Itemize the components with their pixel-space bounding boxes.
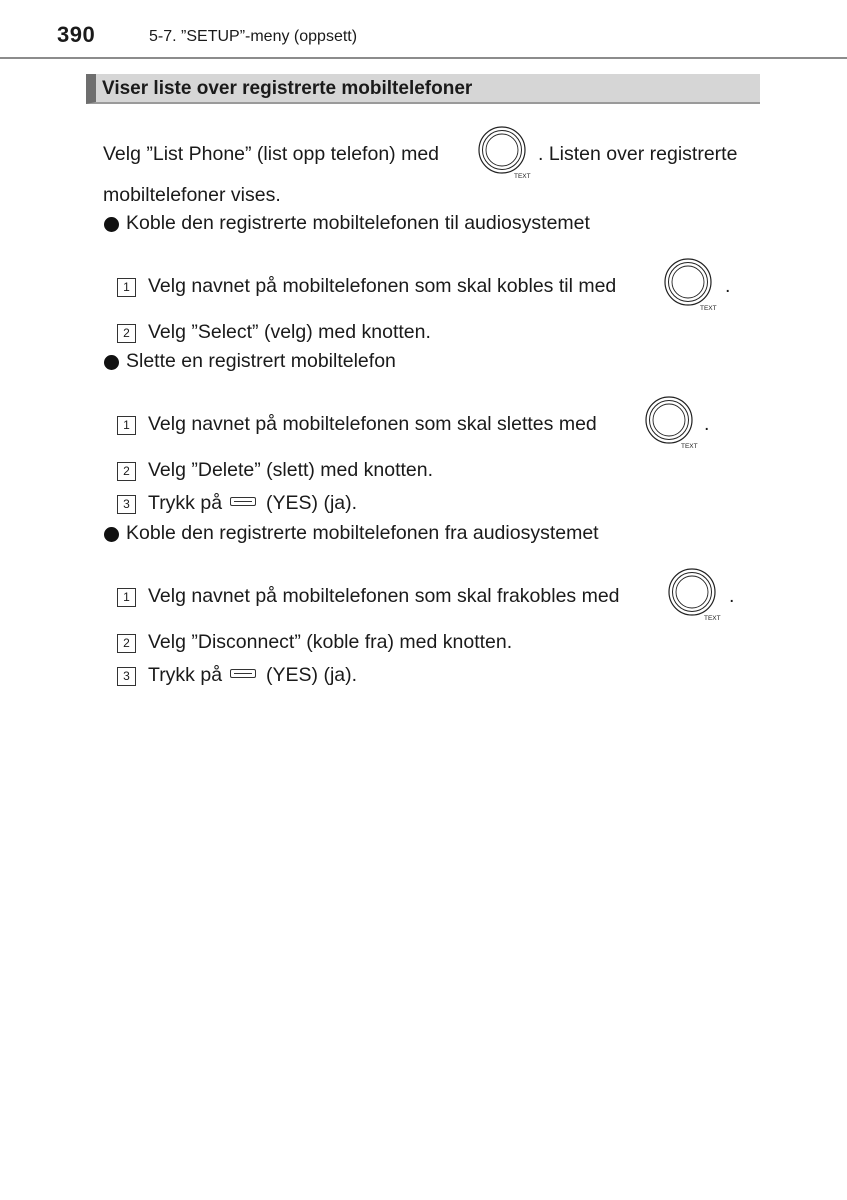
yes-button-icon: [230, 669, 256, 678]
yes-button-icon: [230, 497, 256, 506]
step-text: [148, 492, 357, 515]
step-text-after: (YES) (ja).: [266, 492, 358, 514]
step-text: Velg ”Select” (velg) med knotten.: [148, 321, 431, 343]
header-divider: [0, 57, 847, 59]
step-text-before: Trykk på: [148, 664, 223, 686]
step-text: Velg navnet på mobiltelefonen som skal frakobles med: [148, 585, 620, 607]
knob-label: TEXT: [514, 173, 531, 180]
tune-knob-icon: [476, 124, 534, 182]
step-text: Velg ”Disconnect” (koble fra) med knotten.: [148, 631, 513, 653]
step-text-before: Trykk på: [148, 492, 223, 514]
knob-label: TEXT: [681, 443, 698, 450]
tune-knob-icon: [643, 394, 701, 452]
group-heading-connect: Koble den registrerte mobiltelefonen til audiosystemet: [126, 212, 590, 234]
bullet-icon: [104, 217, 119, 232]
step-text: Velg navnet på mobiltelefonen som skal kobles til med: [148, 275, 617, 297]
group-heading-delete: Slette en registrert mobiltelefon: [126, 350, 396, 372]
group-heading-disconnect: Koble den registrerte mobiltelefonen fra audiosystemet: [126, 522, 599, 544]
step-text: Velg ”Delete” (slett) med knotten.: [148, 459, 434, 481]
step-number-box: 3: [117, 667, 136, 686]
step-text-end: .: [729, 585, 735, 607]
bullet-icon: [104, 527, 119, 542]
step-number-box: 1: [117, 416, 136, 435]
section-reference: 5-7. ”SETUP”-meny (oppsett): [149, 28, 358, 45]
tune-knob-icon: [662, 256, 720, 314]
knob-label: TEXT: [700, 305, 717, 312]
intro-text-line2: mobiltelefoner vises.: [103, 184, 281, 206]
step-number-box: 1: [117, 588, 136, 607]
section-title: Viser liste over registrerte mobiltelefoner: [102, 78, 473, 99]
step-text: Velg navnet på mobiltelefonen som skal slettes med: [148, 413, 597, 435]
intro-text-part2: . Listen over registrerte: [538, 143, 738, 165]
step-text-after: (YES) (ja).: [266, 664, 358, 686]
step-text: [148, 664, 357, 687]
step-number-box: 2: [117, 324, 136, 343]
step-number-box: 2: [117, 462, 136, 481]
step-number-box: 1: [117, 278, 136, 297]
page-number: 390: [57, 22, 96, 47]
step-number-box: 3: [117, 495, 136, 514]
step-text-end: .: [725, 275, 731, 297]
bullet-icon: [104, 355, 119, 370]
knob-label: TEXT: [704, 615, 721, 622]
tune-knob-icon: [666, 566, 724, 624]
page-header: [0, 0, 847, 60]
intro-text-part1: Velg ”List Phone” (list opp telefon) med: [103, 143, 440, 165]
section-title-bar: [86, 74, 760, 104]
step-number-box: 2: [117, 634, 136, 653]
step-text-end: .: [704, 413, 710, 435]
